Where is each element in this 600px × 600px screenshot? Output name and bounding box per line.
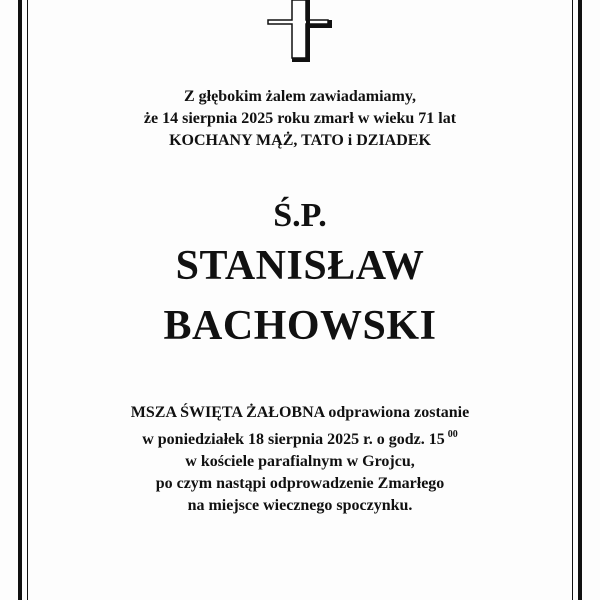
mass-line-rest: odprawiona zostanie [328, 404, 470, 421]
funeral-line-5: na miejsce wiecznego spoczynku. [187, 497, 413, 514]
mass-label: MSZA ŚWIĘTA ŻAŁOBNA [130, 404, 325, 421]
right-border-frame [572, 0, 582, 600]
funeral-line-4: po czym nastąpi odprowadzenie Zmarłego [155, 475, 445, 492]
intro-line-2: że 14 sierpnia 2025 roku zmarł w wieku 71 lat [143, 110, 457, 127]
funeral-date-time: w poniedziałek 18 sierpnia 2025 r. o godz. 15 [142, 431, 445, 448]
funeral-info [40, 402, 560, 517]
funeral-line-3: w kościele parafialnym w Grojcu, [185, 453, 415, 470]
deceased-prefix: Ś.P. [273, 197, 327, 234]
intro-text [40, 86, 560, 152]
intro-line-1: Z głębokim żalem zawiadamiamy, [184, 88, 416, 105]
funeral-line-2 [40, 424, 560, 451]
deceased-first-name: STANISŁAW [175, 243, 425, 289]
cross-icon [262, 0, 334, 62]
funeral-line-1 [40, 402, 560, 424]
funeral-time-minutes: 00 [447, 429, 458, 440]
deceased-last-name: BACHOWSKI [163, 303, 437, 349]
intro-line-3: KOCHANY MĄŻ, TATO i DZIADEK [169, 132, 431, 149]
left-border-frame [18, 0, 28, 600]
